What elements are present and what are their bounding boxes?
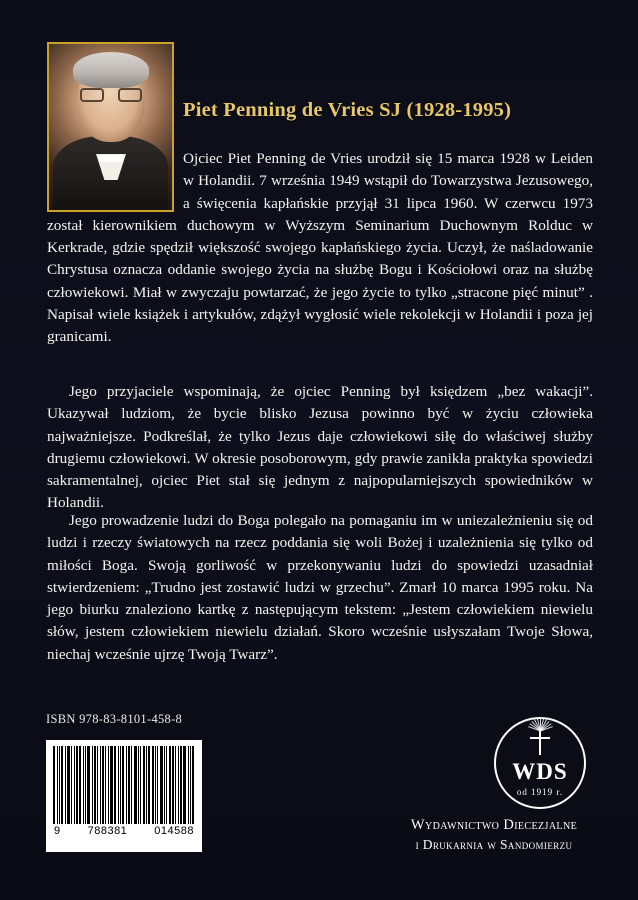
barcode-first-digit: 9: [54, 825, 61, 837]
logo-since-text: od 1919 r.: [516, 787, 564, 797]
publisher-name-line1: Wydawnictwo Diecezjalne: [410, 817, 578, 833]
bio-paragraph-3-container: [47, 510, 593, 666]
bio-paragraph-3: Jego prowadzenie ludzi do Boga polegało na pomaganiu im w uniezależnieniu się od ludzi i rzeczy światowych na rzecz poddania się woli Bożej i uzależnienia się tylko od miłości Boga. Swoją gorliwość w przekonywaniu ludzi do spowiedzi uzasadniał stwierdzeniem: „Trudno jest zostawić ludzi w grzechu”. Zmarł 10 marca 1995 roku. Na jego biurku znaleziono kartkę z następującym tekstem: „Jestem człowiekiem niewielu słów, jestem człowiekiem niewielu działań. Skoro wcześnie usłyszałam Twoje Słowa, niechaj wcześnie ujrzę Twoją Twarz”.: [47, 512, 593, 663]
bio-paragraph-1-container: [47, 148, 593, 348]
photo-text-wrap-shim: [47, 148, 183, 214]
publisher-name: [392, 816, 596, 854]
photo-glasses-shape: [79, 88, 143, 102]
barcode-right-digits: 014588: [154, 825, 194, 837]
bio-paragraph-2: Jego przyjaciele wspominają, że ojciec Penning był księdzem „bez wakacji”. Ukazywał ludziom, że bycie blisko Jezusa powinno być w życiu człowieka najważniejsze. Podkreślał, że tylko Jezus daje człowiekowi siłę do właściwej służby drugiemu człowiekowi. W okresie posoborowym, gdy prawie zanikła praktyka spowiedzi sakramentalnej, ojciec Piet stał się jednym z najpopularniejszych spowiedników w Holandii.: [47, 383, 593, 512]
barcode: [46, 740, 202, 852]
barcode-left-digits: 788381: [87, 825, 128, 837]
cross-icon: [539, 729, 541, 755]
publisher-logo: [494, 717, 586, 809]
bio-paragraph-1: Ojciec Piet Penning de Vries urodził się 15 marca 1928 w Leiden w Holandii. 7 września 1949 wstąpił do Towarzystwa Jezusowego, a święcenia kapłańskie przyjął 31 lipca 1960. W czerwcu 1973 został kierownikiem duchowym w Wyższym Seminarium Duchownym Rolduc w Kerkrade, gdzie spędził większość swojego kapłańskiego życia. Uczył, że naśladowanie Chrystusa oznacza oddanie swojego życia na służbę Bogu i Kościołowi oraz na służbę człowiekowi. Miał w zwyczaju powtarzać, że jego życie to tylko „stracone pięć minut” . Napisał wiele książek i artykułów, zdążył wygłosić wiele rekolekcji w Holandii i poza jej granicami.: [47, 150, 593, 346]
bio-paragraph-2-container: [47, 381, 593, 515]
logo-monogram: WDS: [512, 759, 568, 784]
page-title: Piet Penning de Vries SJ (1928-1995): [183, 99, 512, 121]
barcode-bars: [53, 746, 195, 824]
publisher-name-line2: i Drukarnia w Sandomierzu: [415, 836, 573, 852]
photo-hair-shape: [73, 52, 149, 88]
isbn-text: ISBN 978-83-8101-458-8: [46, 712, 183, 726]
barcode-digits: [53, 825, 195, 837]
